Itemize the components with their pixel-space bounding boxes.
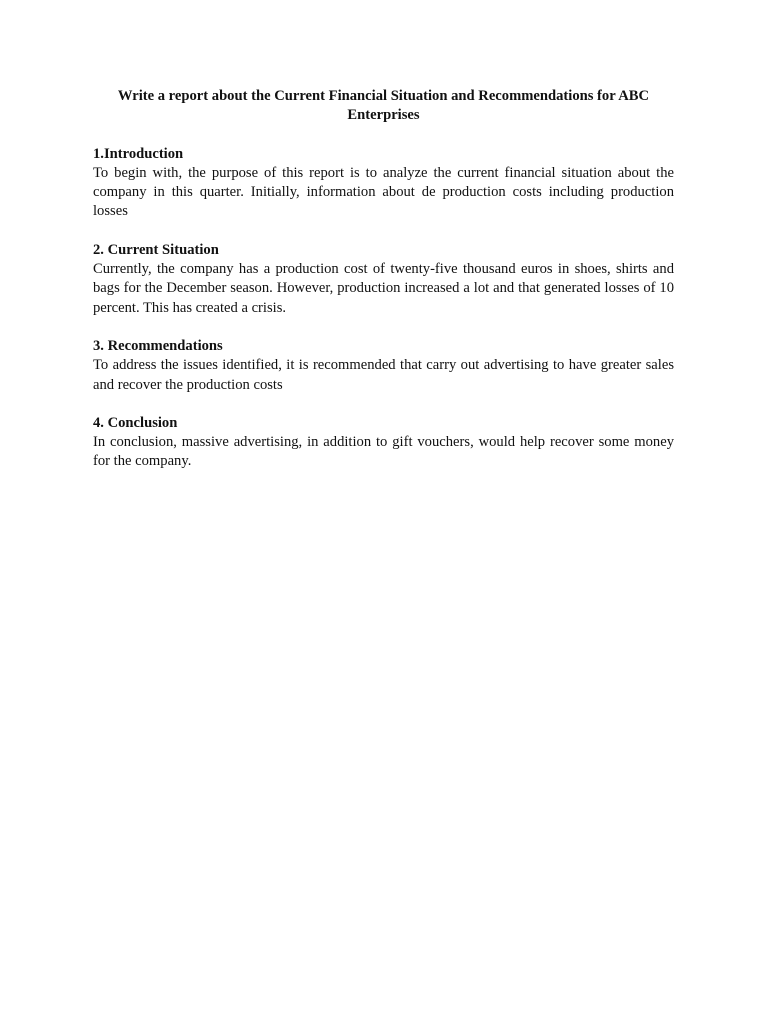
section-conclusion [93,414,674,472]
section-body: To address the issues identified, it is recommended that carry out advertising to have greater sales and recover the production costs [93,357,674,393]
section-heading: 2. Current Situation [93,241,219,258]
section-current-situation [93,241,674,318]
section-introduction [93,145,674,222]
document-content [93,87,674,491]
section-recommendations [93,337,674,395]
section-body: In conclusion, massive advertising, in addition to gift vouchers, would help recover some money for the company. [93,434,674,470]
section-heading: 1.Introduction [93,145,184,162]
document-title: Write a report about the Current Financial Situation and Recommendations for ABC Enterprises [117,88,650,124]
section-heading: 3. Recommendations [93,337,223,354]
section-body: To begin with, the purpose of this report is to analyze the current financial situation about the company in this quarter. Initially, information about de production costs including production losses [93,164,674,220]
section-body: Currently, the company has a production cost of twenty-five thousand euros in shoes, shirts and bags for the December season. However, production increased a lot and that generated losses of 10 percent. This has created a crisis. [93,261,674,316]
section-heading: 4. Conclusion [93,414,178,431]
